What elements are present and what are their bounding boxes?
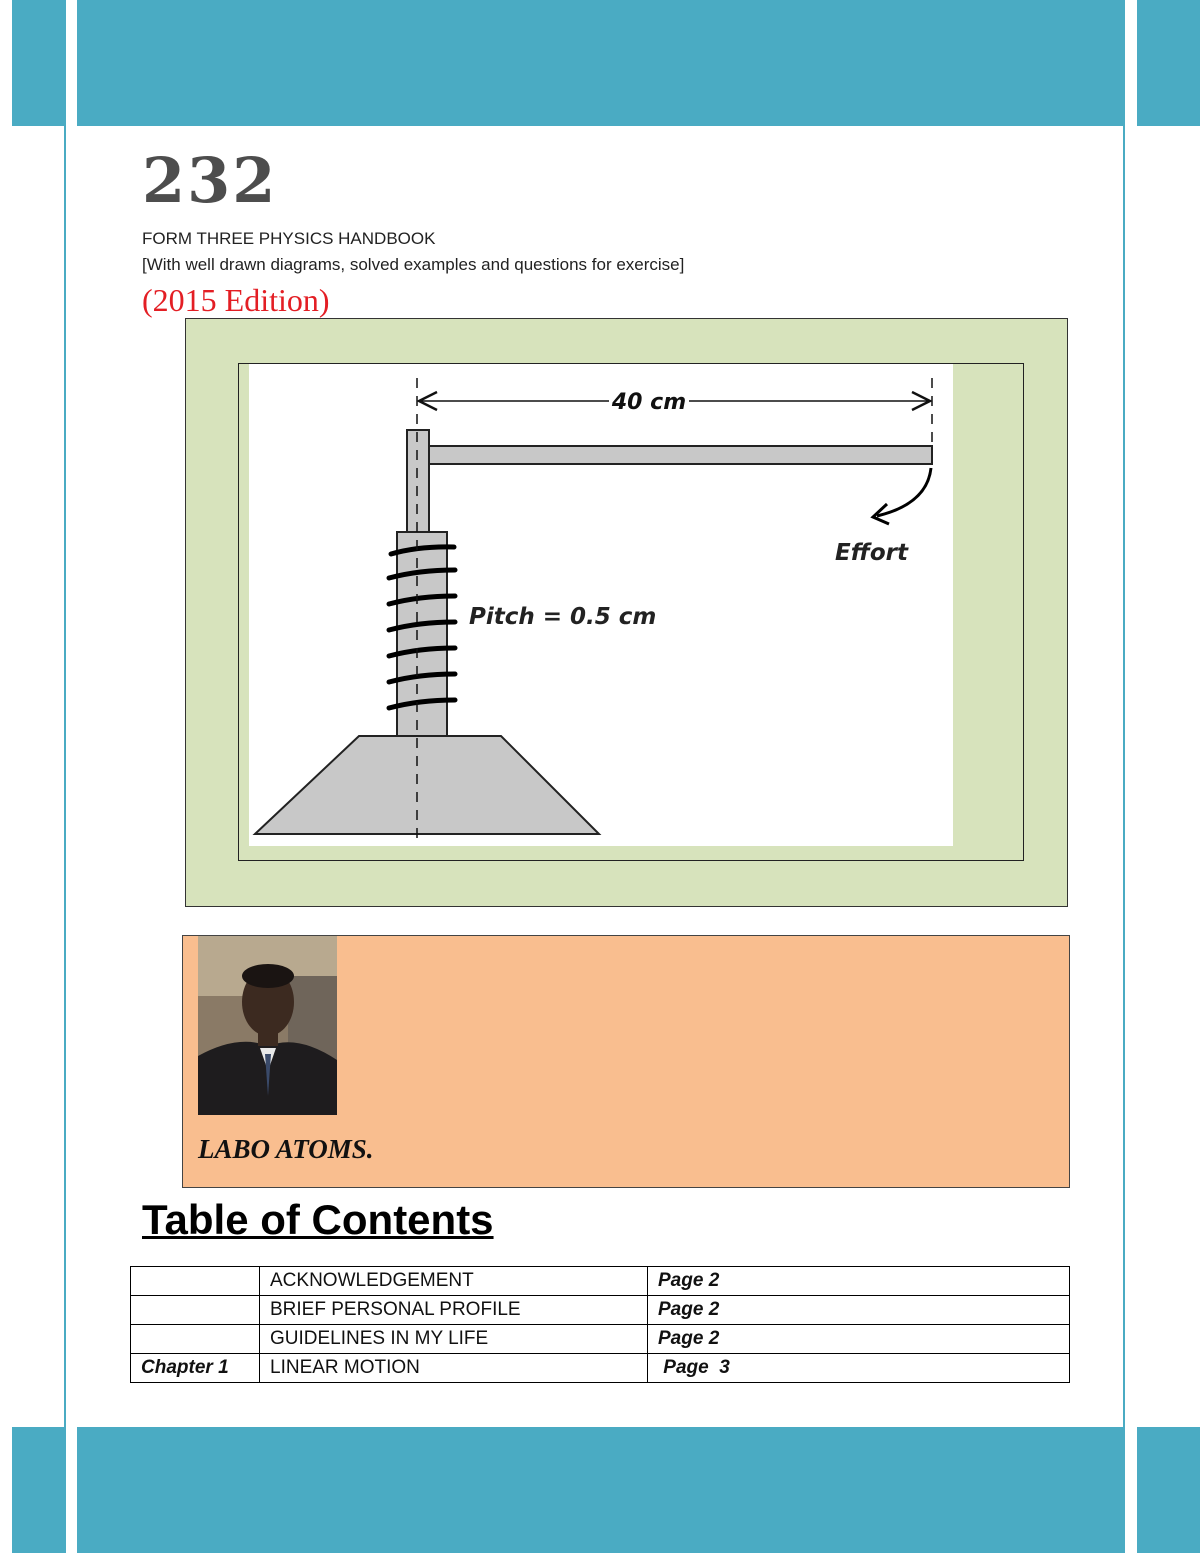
toc-title: LINEAR MOTION — [260, 1354, 648, 1383]
footer-band-right — [1137, 1427, 1200, 1553]
screw-jack-diagram — [249, 364, 953, 846]
toc-row — [131, 1267, 1070, 1296]
footer-band — [77, 1427, 1123, 1553]
edition-label: (2015 Edition) — [142, 282, 330, 318]
toc-row — [131, 1296, 1070, 1325]
lever-arm — [429, 446, 932, 464]
jack-base — [255, 736, 599, 834]
distance-label: 40 cm — [611, 390, 687, 415]
toc-row — [131, 1354, 1070, 1383]
toc-row — [131, 1325, 1070, 1354]
toc-chapter: Chapter 1 — [131, 1354, 260, 1383]
pitch-label: Pitch = 0.5 cm — [469, 604, 657, 630]
header-band — [77, 0, 1123, 126]
header-band-right — [1137, 0, 1200, 126]
toc-title: ACKNOWLEDGEMENT — [260, 1267, 648, 1296]
book-subtitle: FORM THREE PHYSICS HANDBOOK — [142, 229, 436, 248]
toc-title: BRIEF PERSONAL PROFILE — [260, 1296, 648, 1325]
margin-line-left — [64, 0, 66, 1553]
toc-page: Page 2 — [648, 1325, 1070, 1354]
jack-spindle — [407, 430, 429, 532]
header-band-left — [12, 0, 64, 126]
toc-chapter — [131, 1296, 260, 1325]
margin-line-right — [1123, 0, 1125, 1553]
book-tagline: [With well drawn diagrams, solved examples and questions for exercise] — [142, 255, 685, 274]
toc-page: Page 2 — [648, 1267, 1070, 1296]
toc-title: GUIDELINES IN MY LIFE — [260, 1325, 648, 1354]
footer-band-left — [12, 1427, 64, 1553]
effort-arrow — [877, 468, 931, 516]
book-number: 232 — [142, 144, 278, 217]
effort-label: Effort — [835, 540, 908, 566]
author-name: LABO ATOMS. — [198, 1134, 374, 1164]
toc-chapter — [131, 1325, 260, 1354]
toc-chapter — [131, 1267, 260, 1296]
toc-page: Page 3 — [648, 1354, 1070, 1383]
author-photo — [198, 936, 337, 1115]
toc-page: Page 2 — [648, 1296, 1070, 1325]
toc-table — [130, 1266, 1070, 1383]
toc-heading: Table of Contents — [142, 1196, 494, 1243]
